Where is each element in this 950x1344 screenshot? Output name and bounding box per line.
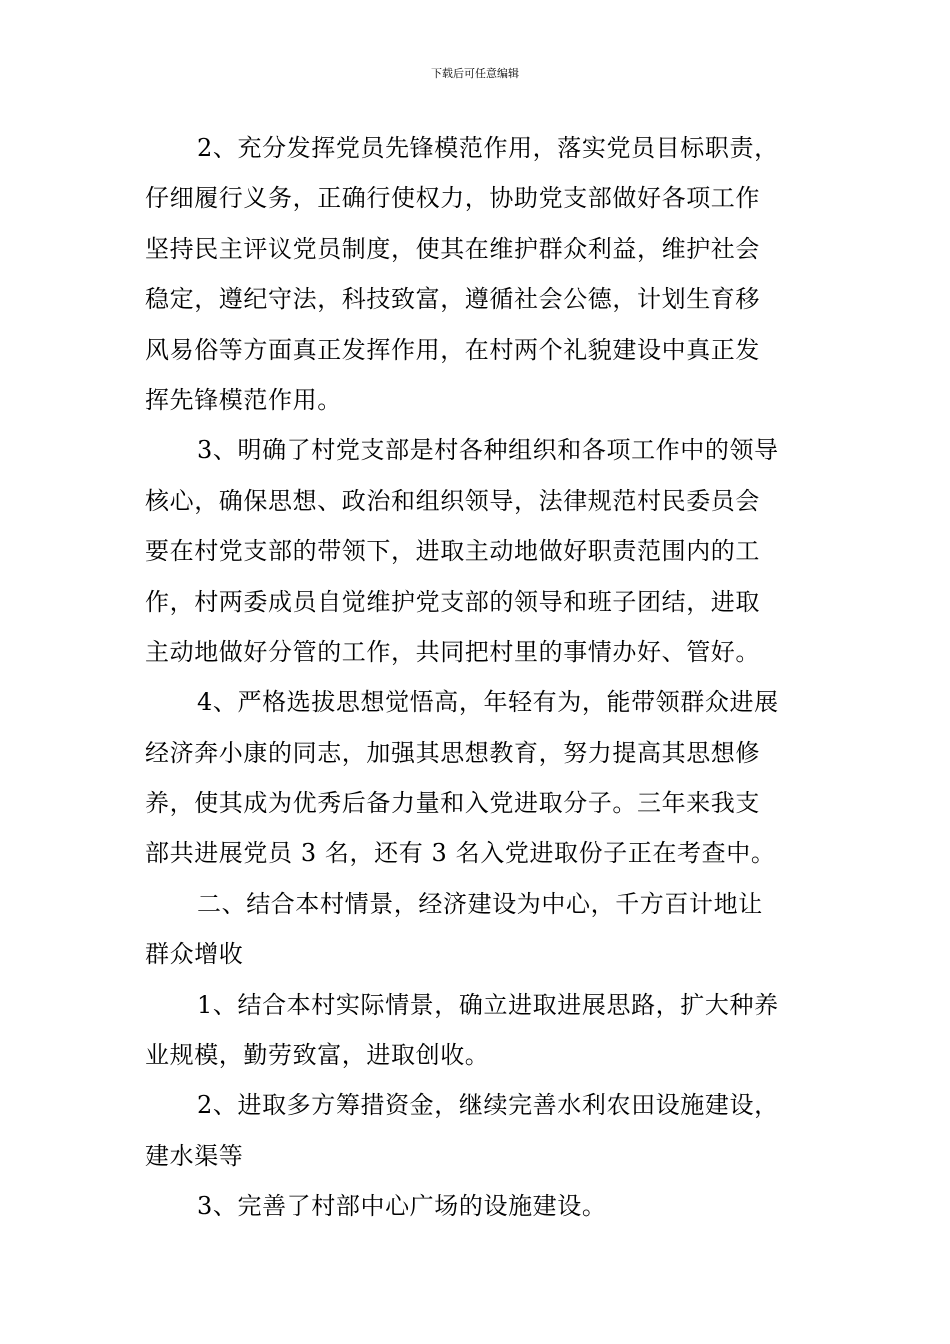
text-line: 要在村党支部的带领下，进取主动地做好职责范围内的工 — [145, 537, 760, 566]
text-line: 2、充分发挥党员先锋模范作用，落实党员目标职责， — [197, 134, 779, 162]
document-body — [145, 123, 813, 1232]
text-line: 作，村两委成员自觉维护党支部的领导和班子团结，进取 — [145, 587, 760, 616]
section-heading-continued: 群众增收 — [145, 940, 244, 969]
text-line: 2、进取多方筹措资金，继续完善水利农田设施建设， — [197, 1091, 779, 1120]
text-line: 主动地做好分管的工作，共同把村里的事情办好、管好。 — [145, 637, 760, 666]
section-heading: 二、结合本村情景，经济建设为中心，千方百计地让 — [197, 889, 763, 918]
text-line: 风易俗等方面真正发挥作用，在村两个礼貌建设中真正发 — [145, 335, 760, 364]
text-line: 3、完善了村部中心广场的设施建设。 — [197, 1192, 607, 1221]
text-line: 仔细履行义务，正确行使权力，协助党支部做好各项工作 — [145, 184, 760, 213]
text-line: 挥先锋模范作用。 — [145, 385, 342, 414]
text-line: 1、结合本村实际情景，确立进取进展思路，扩大种养 — [197, 990, 779, 1019]
text-line: 养，使其成为优秀后备力量和入党进取分子。三年来我支 — [145, 789, 760, 818]
text-line: 建水渠等 — [145, 1141, 244, 1170]
text-line: 业规模，勤劳致富，进取创收。 — [145, 1041, 490, 1070]
text-line: 经济奔小康的同志，加强其思想教育，努力提高其思想修 — [145, 738, 760, 767]
text-line: 4、严格选拔思想觉悟高，年轻有为，能带领群众进展 — [197, 688, 779, 717]
text-line: 稳定，遵纪守法，科技致富，遵循社会公德，计划生育移 — [145, 285, 760, 314]
text-line: 坚持民主评议党员制度，使其在维护群众利益，维护社会 — [145, 234, 760, 263]
text-line: 核心，确保思想、政治和组织领导，法律规范村民委员会 — [145, 486, 760, 515]
text-line: 3、明确了村党支部是村各种组织和各项工作中的领导 — [197, 436, 779, 465]
page-header: 下载后可任意编辑 — [431, 67, 519, 80]
text-line: 部共进展党员 3 名，还有 3 名入党进取份子正在考查中。 — [145, 839, 776, 868]
